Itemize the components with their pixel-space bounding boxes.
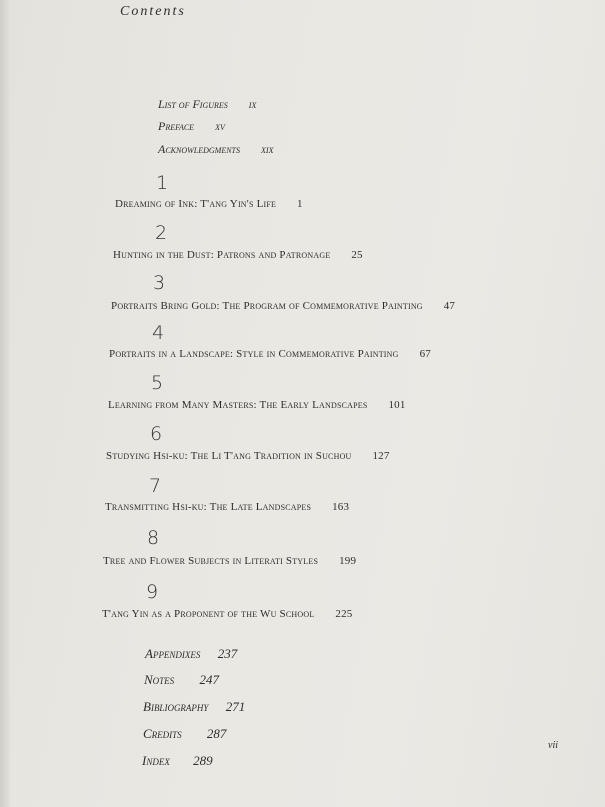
page-spine-shadow [0,0,10,807]
chapter-number: 9 [146,581,159,603]
chapter-number: 6 [150,423,163,445]
front-matter-page: xv [215,119,225,133]
back-matter-page: 237 [217,646,238,661]
chapter-entry [103,555,356,567]
front-matter-item [158,142,273,157]
chapter-page: 25 [351,249,363,261]
chapter-title: Studying Hsi-ku: The Li T'ang Tradition in Suchou [106,450,352,462]
chapter-page: 67 [419,348,431,360]
chapter-title: Tree and Flower Subjects in Literati Styles [103,555,319,567]
back-matter-label: Notes [144,672,175,687]
back-matter-item [144,672,219,688]
front-matter-label: Preface [158,119,195,133]
back-matter-item [142,753,213,769]
back-matter-label: Appendixes [145,646,201,661]
chapter-entry [108,399,406,411]
back-matter-page: 271 [225,699,246,714]
front-matter-label: Acknowledgments [158,142,241,156]
chapter-page: 225 [335,608,353,620]
chapter-entry [109,348,431,360]
chapter-title: Portraits in a Landscape: Style in Commemorative Painting [109,348,399,360]
chapter-number: 4 [152,322,165,344]
front-matter-page: ix [248,97,257,111]
chapter-title: T'ang Yin as a Proponent of the Wu School [102,608,315,620]
front-matter-label: List of Figures [158,97,228,111]
chapter-number: 3 [153,272,166,294]
chapter-title: Dreaming of Ink: T'ang Yin's Life [115,198,277,210]
chapter-entry [111,300,455,312]
chapter-entry [106,450,390,462]
back-matter-item [145,646,237,662]
contents-heading: Contents [120,4,186,19]
chapter-number: 5 [151,372,164,394]
chapter-page: 47 [443,300,456,312]
back-matter-label: Bibliography [143,699,209,714]
chapter-entry [105,501,349,513]
chapter-entry [102,608,352,620]
back-matter-item [143,726,226,742]
front-matter-item [158,119,225,134]
chapter-number: 1 [156,172,169,194]
chapter-title: Portraits Bring Gold: The Program of Commemorative Painting [111,300,423,312]
front-matter-item [158,97,256,112]
chapter-number: 7 [149,475,162,497]
back-matter-page: 289 [193,753,213,768]
back-matter-page: 287 [206,726,227,741]
chapter-page: 101 [388,399,406,411]
chapter-page: 127 [372,450,390,462]
front-matter-page: xix [261,142,274,156]
chapter-page: 199 [339,555,357,567]
chapter-number: 2 [155,222,168,244]
chapter-entry [113,249,363,261]
chapter-title: Hunting in the Dust: Patrons and Patronage [113,249,331,261]
chapter-title: Transmitting Hsi-ku: The Late Landscapes [105,501,312,513]
chapter-entry [115,198,303,210]
back-matter-item [143,699,245,715]
chapter-title: Learning from Many Masters: The Early Landscapes [108,399,368,411]
chapter-page: 1 [297,198,303,210]
back-matter-page: 247 [199,672,219,687]
page-folio: vii [548,740,558,751]
back-matter-label: Index [142,753,170,768]
back-matter-label: Credits [143,726,182,741]
chapter-page: 163 [332,501,350,513]
chapter-number: 8 [147,527,160,549]
